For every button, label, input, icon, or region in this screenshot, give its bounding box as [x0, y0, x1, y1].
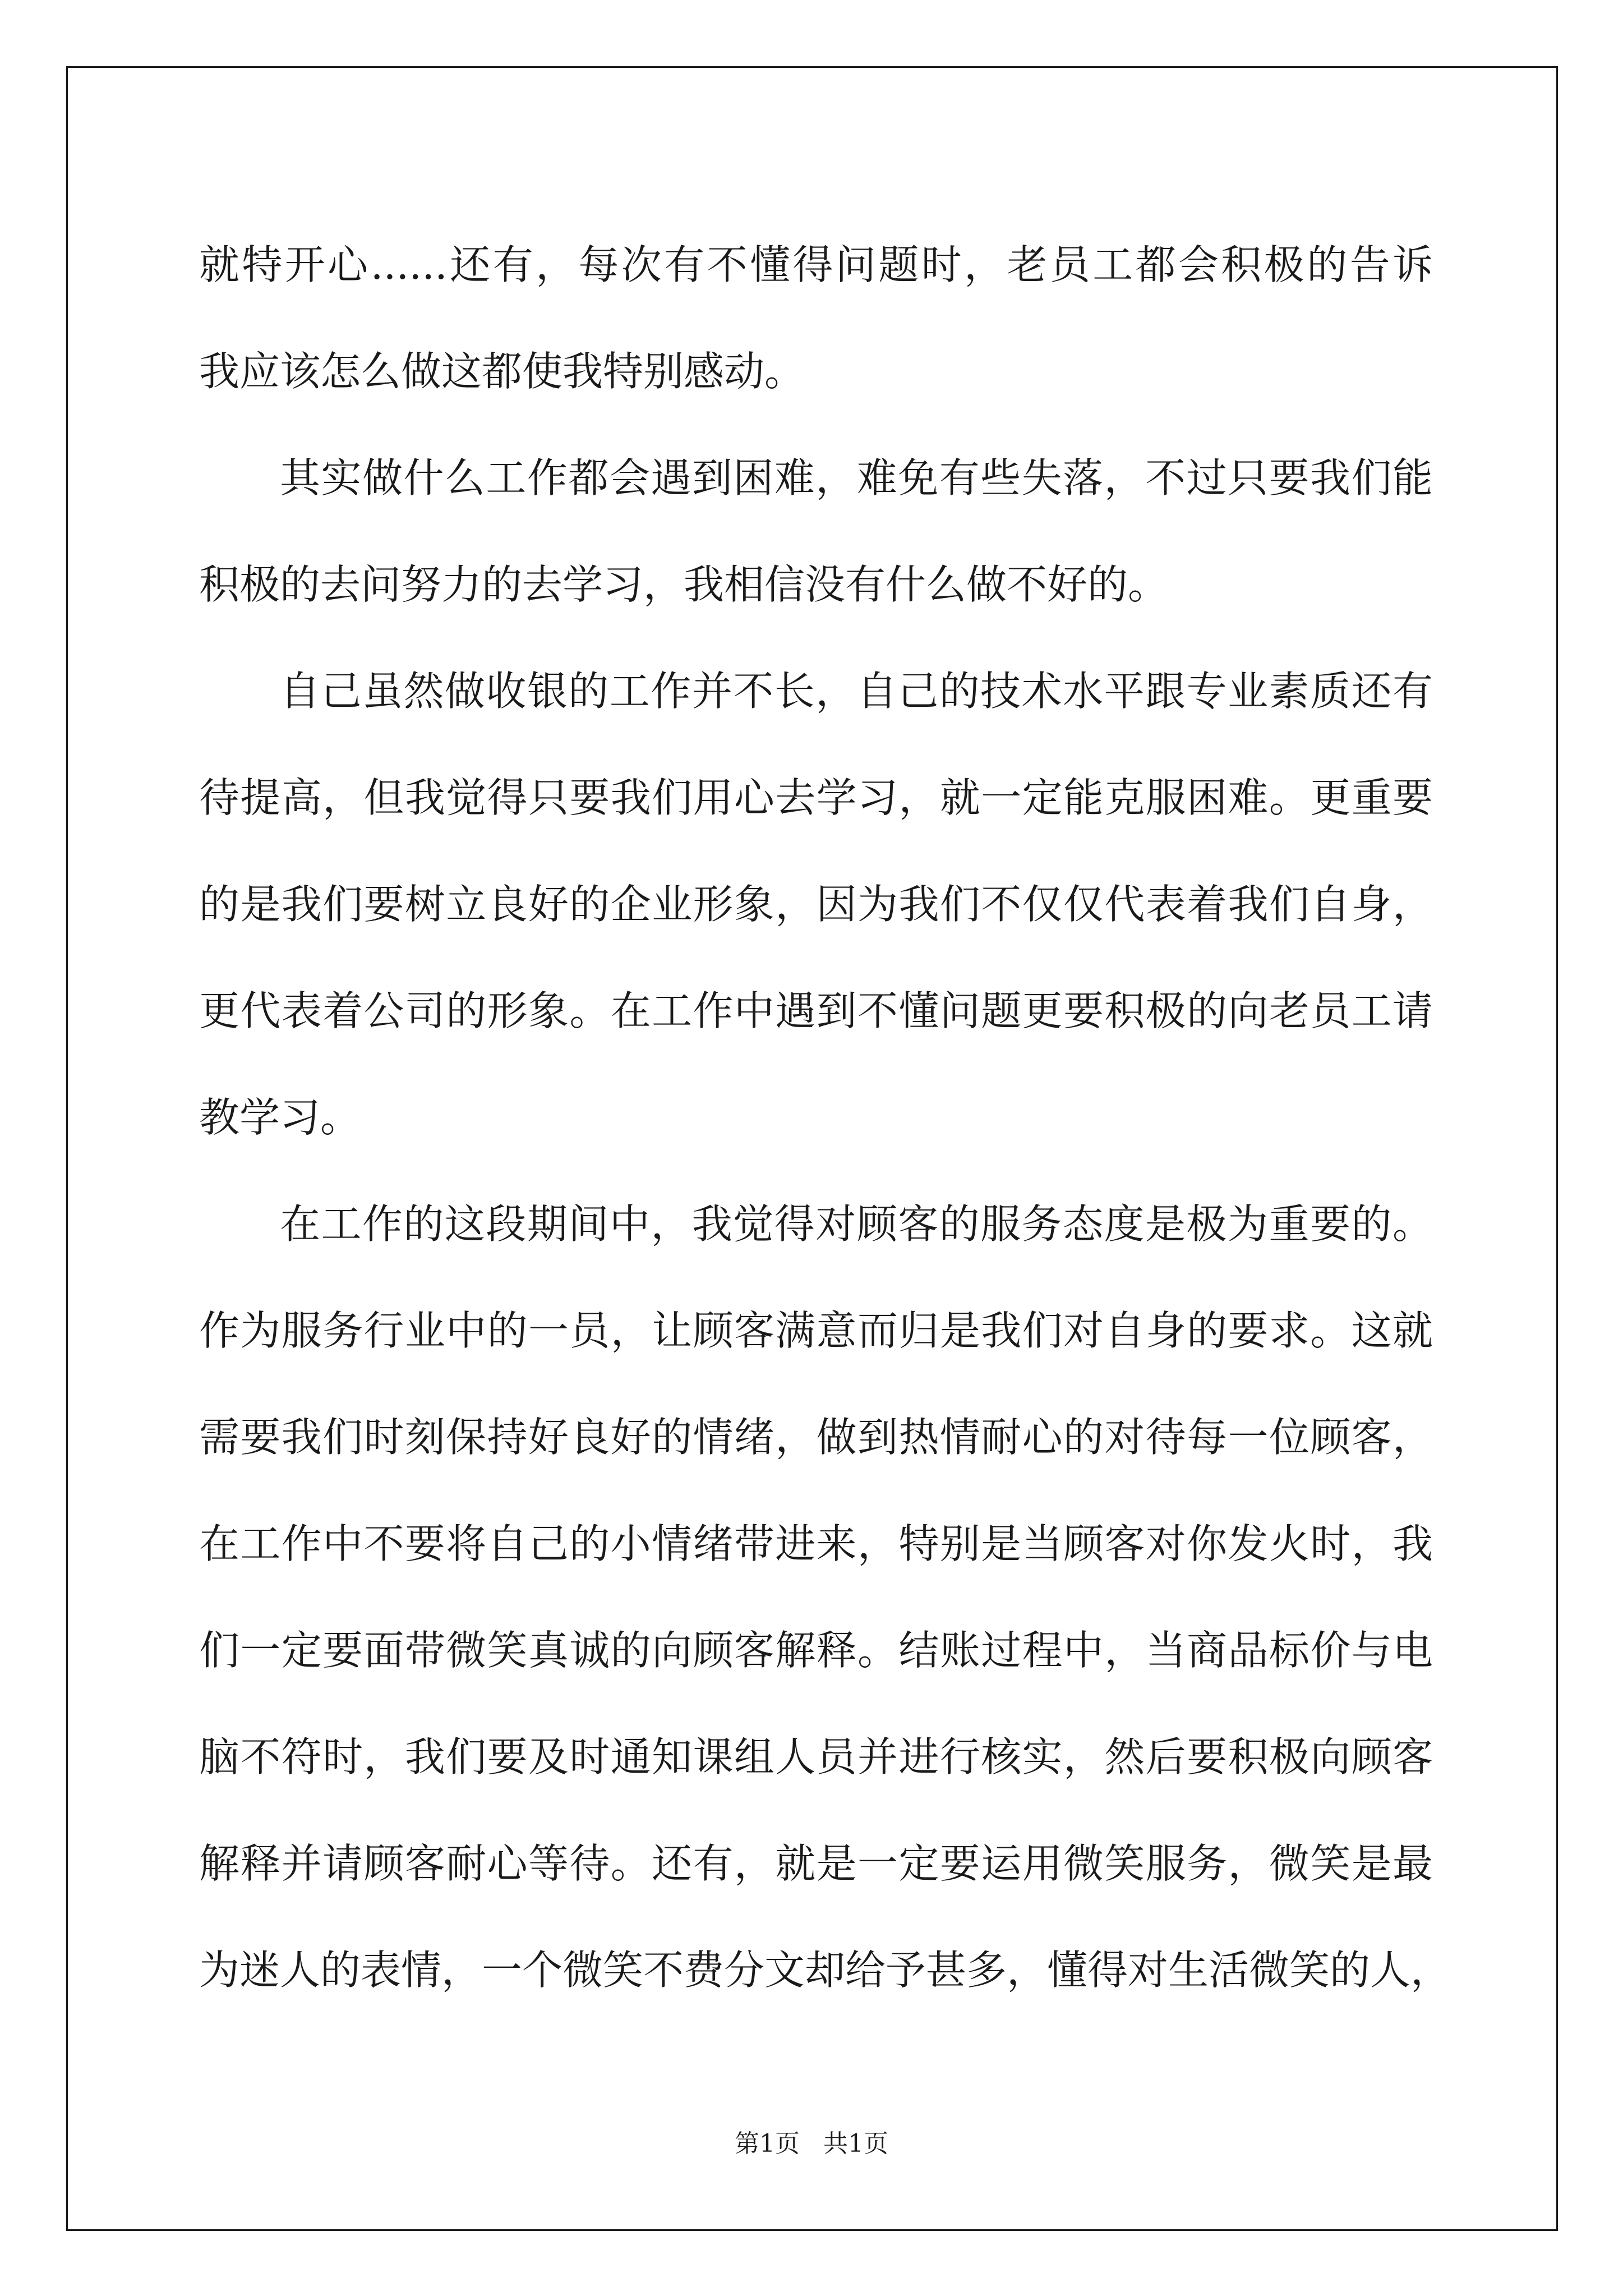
text-line: 需要我们时刻保持好良好的情绪，做到热情耐心的对待每一位顾客， — [199, 1414, 1433, 1461]
paragraph — [199, 1171, 1451, 2023]
text-line: 自己虽然做收银的工作并不长，自己的技术水平跟专业素质还有 — [280, 668, 1433, 715]
page-footer: 第1页 共1页 — [735, 2129, 888, 2158]
document-body — [199, 211, 1451, 2023]
text-line: 积极的去问努力的去学习，我相信没有什么做不好的。 — [199, 561, 1169, 608]
text-line: 待提高，但我觉得只要我们用心去学习，就一定能克服困难。更重要 — [199, 774, 1433, 821]
text-line: 们一定要面带微笑真诚的向顾客解释。结账过程中，当商品标价与电 — [199, 1627, 1433, 1674]
paragraph — [199, 638, 1433, 1171]
text-line: 脑不符时，我们要及时通知课组人员并进行核实，然后要积极向顾客 — [199, 1733, 1433, 1780]
text-line: 在工作的这段期间中，我觉得对顾客的服务态度是极为重要的。 — [280, 1200, 1433, 1248]
text-line: 更代表着公司的形象。在工作中遇到不懂问题更要积极的向老员工请 — [199, 987, 1433, 1034]
text-line: 其实做什么工作都会遇到困难，难免有些失落，不过只要我们能 — [280, 454, 1433, 501]
paragraph — [199, 425, 1433, 638]
text-line: 作为服务行业中的一员，让顾客满意而归是我们对自身的要求。这就 — [199, 1307, 1433, 1354]
paragraph — [199, 211, 1433, 425]
text-line: 教学习。 — [199, 1094, 361, 1141]
text-line: 就特开心......还有，每次有不懂得问题时，老员工都会积极的告诉 — [199, 241, 1433, 288]
text-line: 解释并请顾客耐心等待。还有，就是一定要运用微笑服务，微笑是最 — [199, 1840, 1433, 1887]
text-line: 为迷人的表情，一个微笑不费分文却给予甚多，懂得对生活微笑的人， — [199, 1947, 1451, 1994]
text-line: 在工作中不要将自己的小情绪带进来，特别是当顾客对你发火时，我 — [199, 1520, 1433, 1567]
text-line: 的是我们要树立良好的企业形象，因为我们不仅仅代表着我们自身， — [199, 881, 1433, 928]
text-line: 我应该怎么做这都使我特别感动。 — [199, 348, 805, 395]
